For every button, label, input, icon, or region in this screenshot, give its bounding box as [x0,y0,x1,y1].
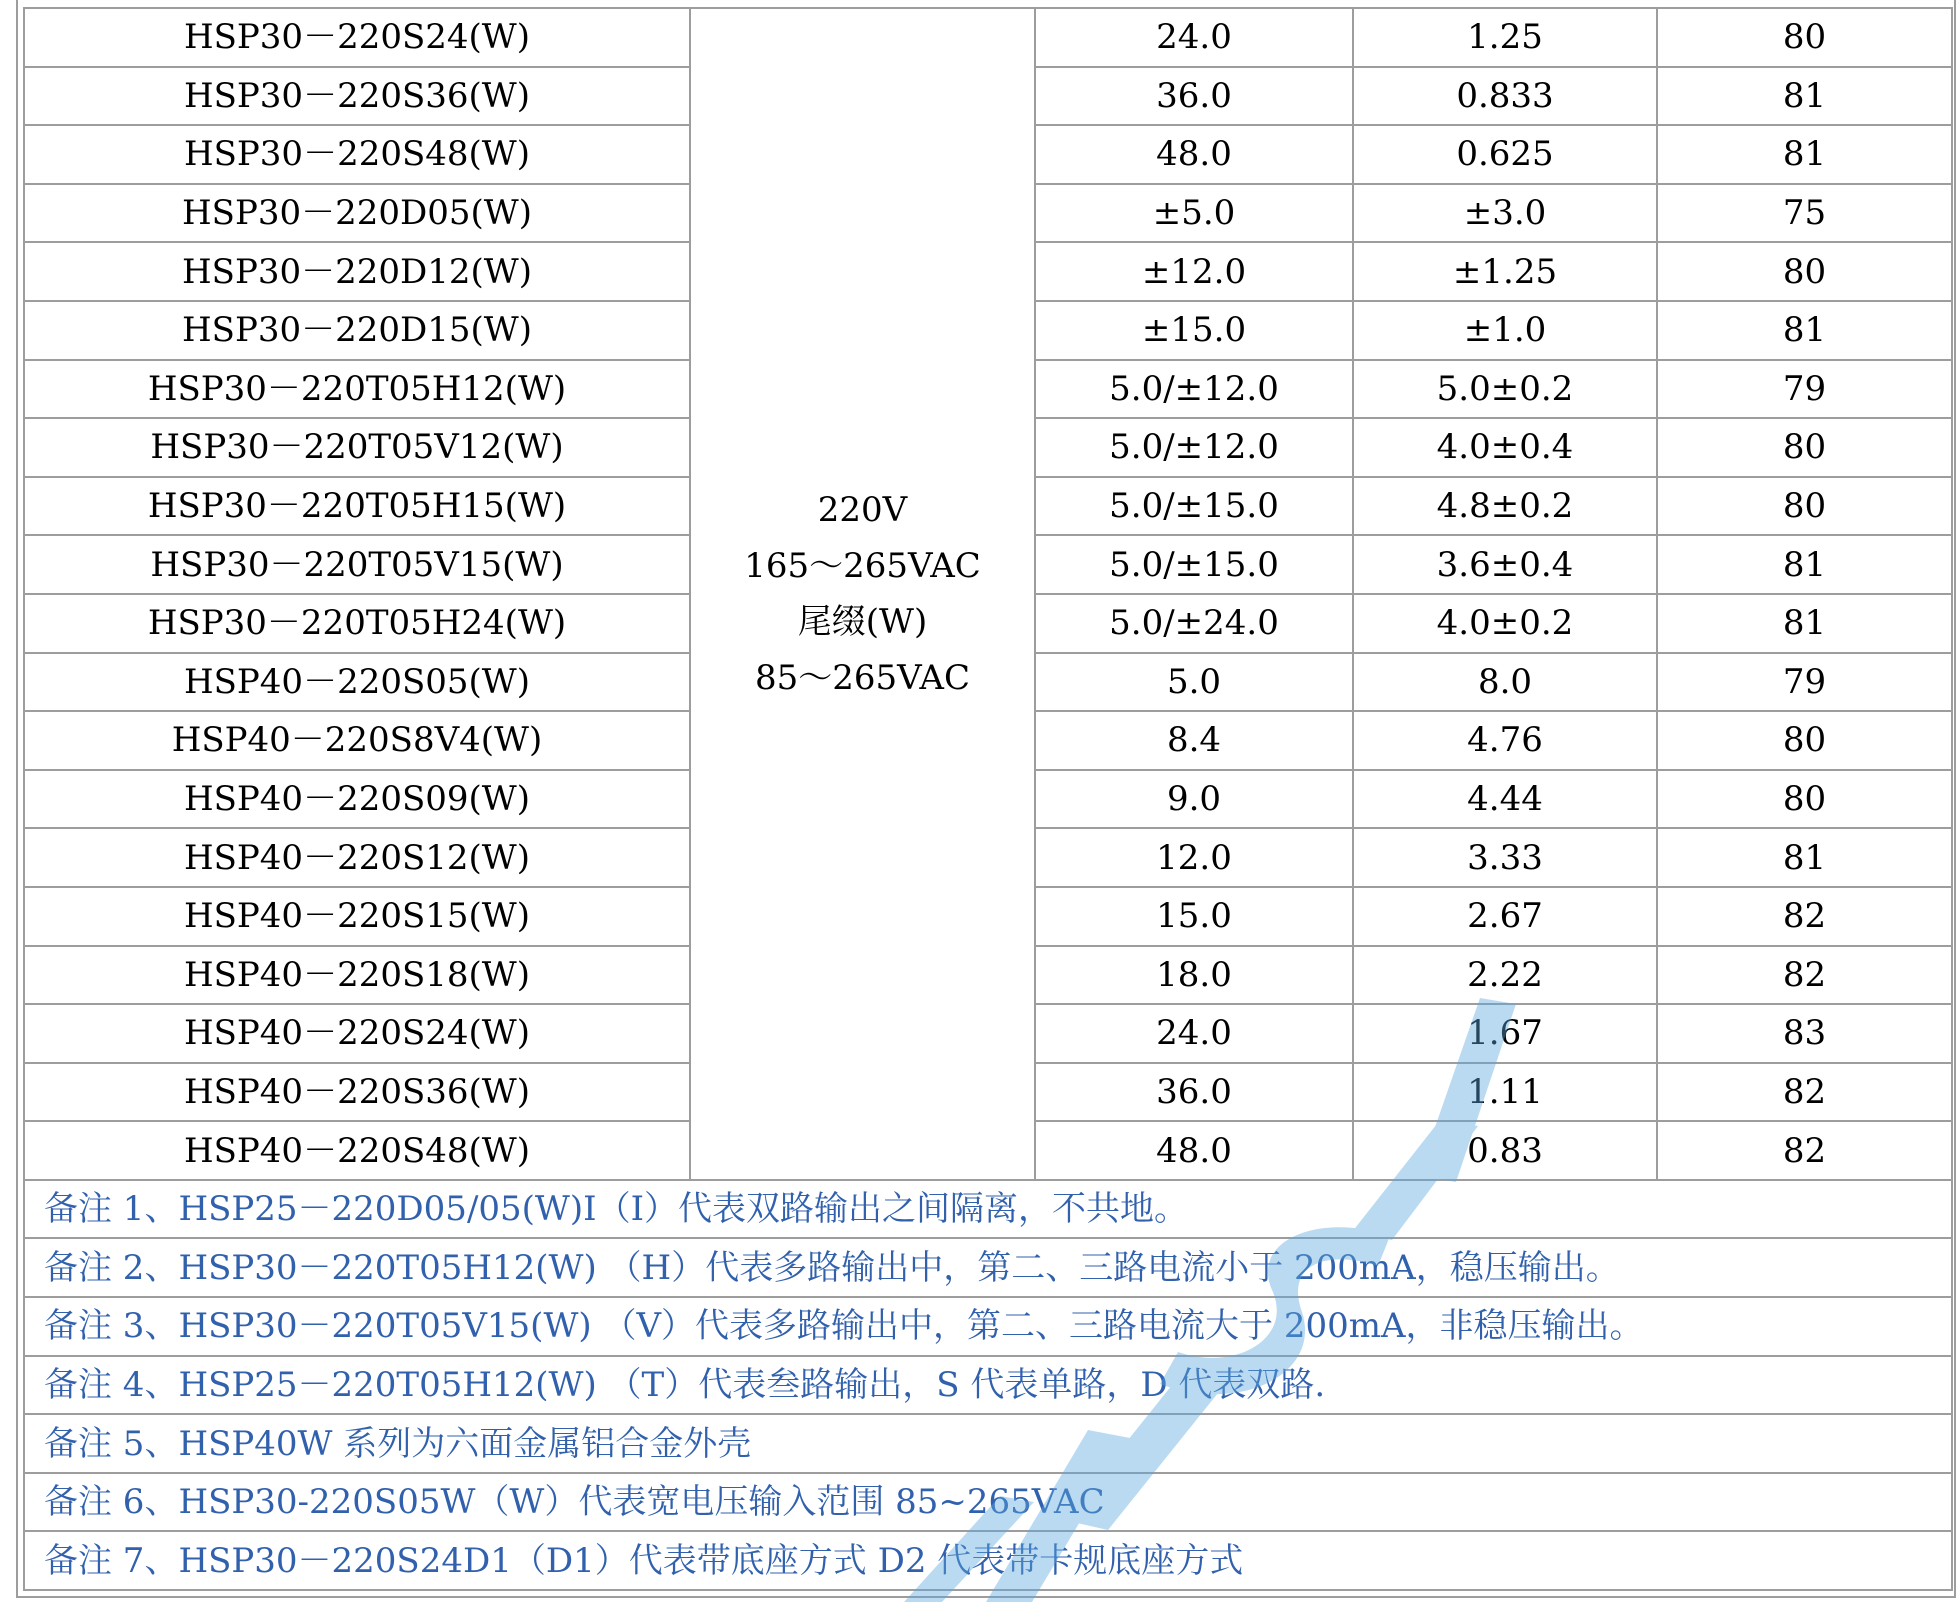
model-cell: HSP40－220S09(W) [24,770,690,829]
note-row [24,1180,1952,1239]
note-text: 备注 7、HSP30－220S24D1（D1）代表带底座方式 D2 代表带卡规底座方式 [24,1531,1952,1590]
note-text: 备注 1、HSP25－220D05/05(W)I（I）代表双路输出之间隔离，不共地。 [24,1180,1952,1239]
value-cell: 5.0/±24.0 [1035,594,1353,653]
value-cell: 0.83 [1353,1121,1657,1180]
value-cell: 3.33 [1353,828,1657,887]
value-cell: 81 [1657,67,1952,126]
value-cell: 48.0 [1035,1121,1353,1180]
value-cell: 82 [1657,1063,1952,1122]
note-row [24,1473,1952,1532]
value-cell: ±1.25 [1353,242,1657,301]
note-text: 备注 2、HSP30－220T05H12(W) （H）代表多路输出中，第二、三路电流小于 200mA，稳压输出。 [24,1238,1952,1297]
value-cell: 82 [1657,946,1952,1005]
note-text: 备注 6、HSP30-220S05W（W）代表宽电压输入范围 85~265VAC [24,1473,1952,1532]
value-cell: ±12.0 [1035,242,1353,301]
value-cell: 81 [1657,828,1952,887]
model-cell: HSP40－220S18(W) [24,946,690,1005]
value-cell: 5.0/±12.0 [1035,360,1353,419]
note-row [24,1414,1952,1473]
value-cell: 4.0±0.4 [1353,418,1657,477]
value-cell: 82 [1657,887,1952,946]
value-cell: 8.4 [1035,711,1353,770]
value-cell: 4.0±0.2 [1353,594,1657,653]
value-cell: ±5.0 [1035,184,1353,243]
input-line: 165～265VAC [744,545,981,586]
note-text: 备注 4、HSP25－220T05H12(W) （T）代表叁路输出，S 代表单路，D 代表双路. [24,1356,1952,1415]
value-cell: 3.6±0.4 [1353,535,1657,594]
value-cell: 80 [1657,8,1952,67]
note-row [24,1238,1952,1297]
spec-table [23,7,1953,1591]
value-cell: 0.625 [1353,125,1657,184]
value-cell: 82 [1657,1121,1952,1180]
model-cell: HSP30－220D15(W) [24,301,690,360]
value-cell: 1.11 [1353,1063,1657,1122]
value-cell: 81 [1657,535,1952,594]
value-cell: ±1.0 [1353,301,1657,360]
input-line: 尾缀(W) [797,601,928,642]
value-cell: 81 [1657,125,1952,184]
value-cell: 9.0 [1035,770,1353,829]
model-cell: HSP30－220D12(W) [24,242,690,301]
model-cell: HSP40－220S8V4(W) [24,711,690,770]
model-cell: HSP30－220T05V12(W) [24,418,690,477]
model-cell: HSP30－220D05(W) [24,184,690,243]
model-cell: HSP30－220T05V15(W) [24,535,690,594]
value-cell: 5.0±0.2 [1353,360,1657,419]
value-cell: 15.0 [1035,887,1353,946]
model-cell: HSP30－220T05H24(W) [24,594,690,653]
model-cell: HSP30－220S24(W) [24,8,690,67]
note-text: 备注 3、HSP30－220T05V15(W) （V）代表多路输出中，第二、三路电流大于 200mA，非稳压输出。 [24,1297,1952,1356]
note-text: 备注 5、HSP40W 系列为六面金属铝合金外壳 [24,1414,1952,1473]
note-row [24,1297,1952,1356]
model-cell: HSP40－220S24(W) [24,1004,690,1063]
value-cell: 81 [1657,301,1952,360]
value-cell: 80 [1657,770,1952,829]
value-cell: 5.0/±12.0 [1035,418,1353,477]
value-cell: ±15.0 [1035,301,1353,360]
value-cell: 18.0 [1035,946,1353,1005]
value-cell: 2.22 [1353,946,1657,1005]
model-cell: HSP30－220T05H12(W) [24,360,690,419]
value-cell: 5.0 [1035,653,1353,712]
value-cell: ±3.0 [1353,184,1657,243]
value-cell: 36.0 [1035,1063,1353,1122]
value-cell: 8.0 [1353,653,1657,712]
value-cell: 36.0 [1035,67,1353,126]
value-cell: 1.25 [1353,8,1657,67]
value-cell: 80 [1657,711,1952,770]
value-cell: 5.0/±15.0 [1035,535,1353,594]
model-cell: HSP30－220S48(W) [24,125,690,184]
value-cell: 2.67 [1353,887,1657,946]
model-cell: HSP30－220S36(W) [24,67,690,126]
model-cell: HSP30－220T05H15(W) [24,477,690,536]
model-cell: HSP40－220S36(W) [24,1063,690,1122]
value-cell: 83 [1657,1004,1952,1063]
value-cell: 79 [1657,360,1952,419]
value-cell: 12.0 [1035,828,1353,887]
model-cell: HSP40－220S15(W) [24,887,690,946]
value-cell: 5.0/±15.0 [1035,477,1353,536]
value-cell: 80 [1657,477,1952,536]
value-cell: 80 [1657,418,1952,477]
model-cell: HSP40－220S12(W) [24,828,690,887]
value-cell: 24.0 [1035,8,1353,67]
input-line: 220V [817,489,908,530]
model-cell: HSP40－220S05(W) [24,653,690,712]
value-cell: 4.8±0.2 [1353,477,1657,536]
value-cell: 48.0 [1035,125,1353,184]
note-row [24,1356,1952,1415]
input-line: 85～265VAC [755,657,970,698]
value-cell: 24.0 [1035,1004,1353,1063]
input-voltage-cell [690,8,1035,1180]
value-cell: 79 [1657,653,1952,712]
value-cell: 81 [1657,594,1952,653]
value-cell: 4.44 [1353,770,1657,829]
table-row [24,8,1952,67]
value-cell: 1.67 [1353,1004,1657,1063]
value-cell: 4.76 [1353,711,1657,770]
value-cell: 0.833 [1353,67,1657,126]
model-cell: HSP40－220S48(W) [24,1121,690,1180]
note-row [24,1531,1952,1590]
value-cell: 75 [1657,184,1952,243]
value-cell: 80 [1657,242,1952,301]
